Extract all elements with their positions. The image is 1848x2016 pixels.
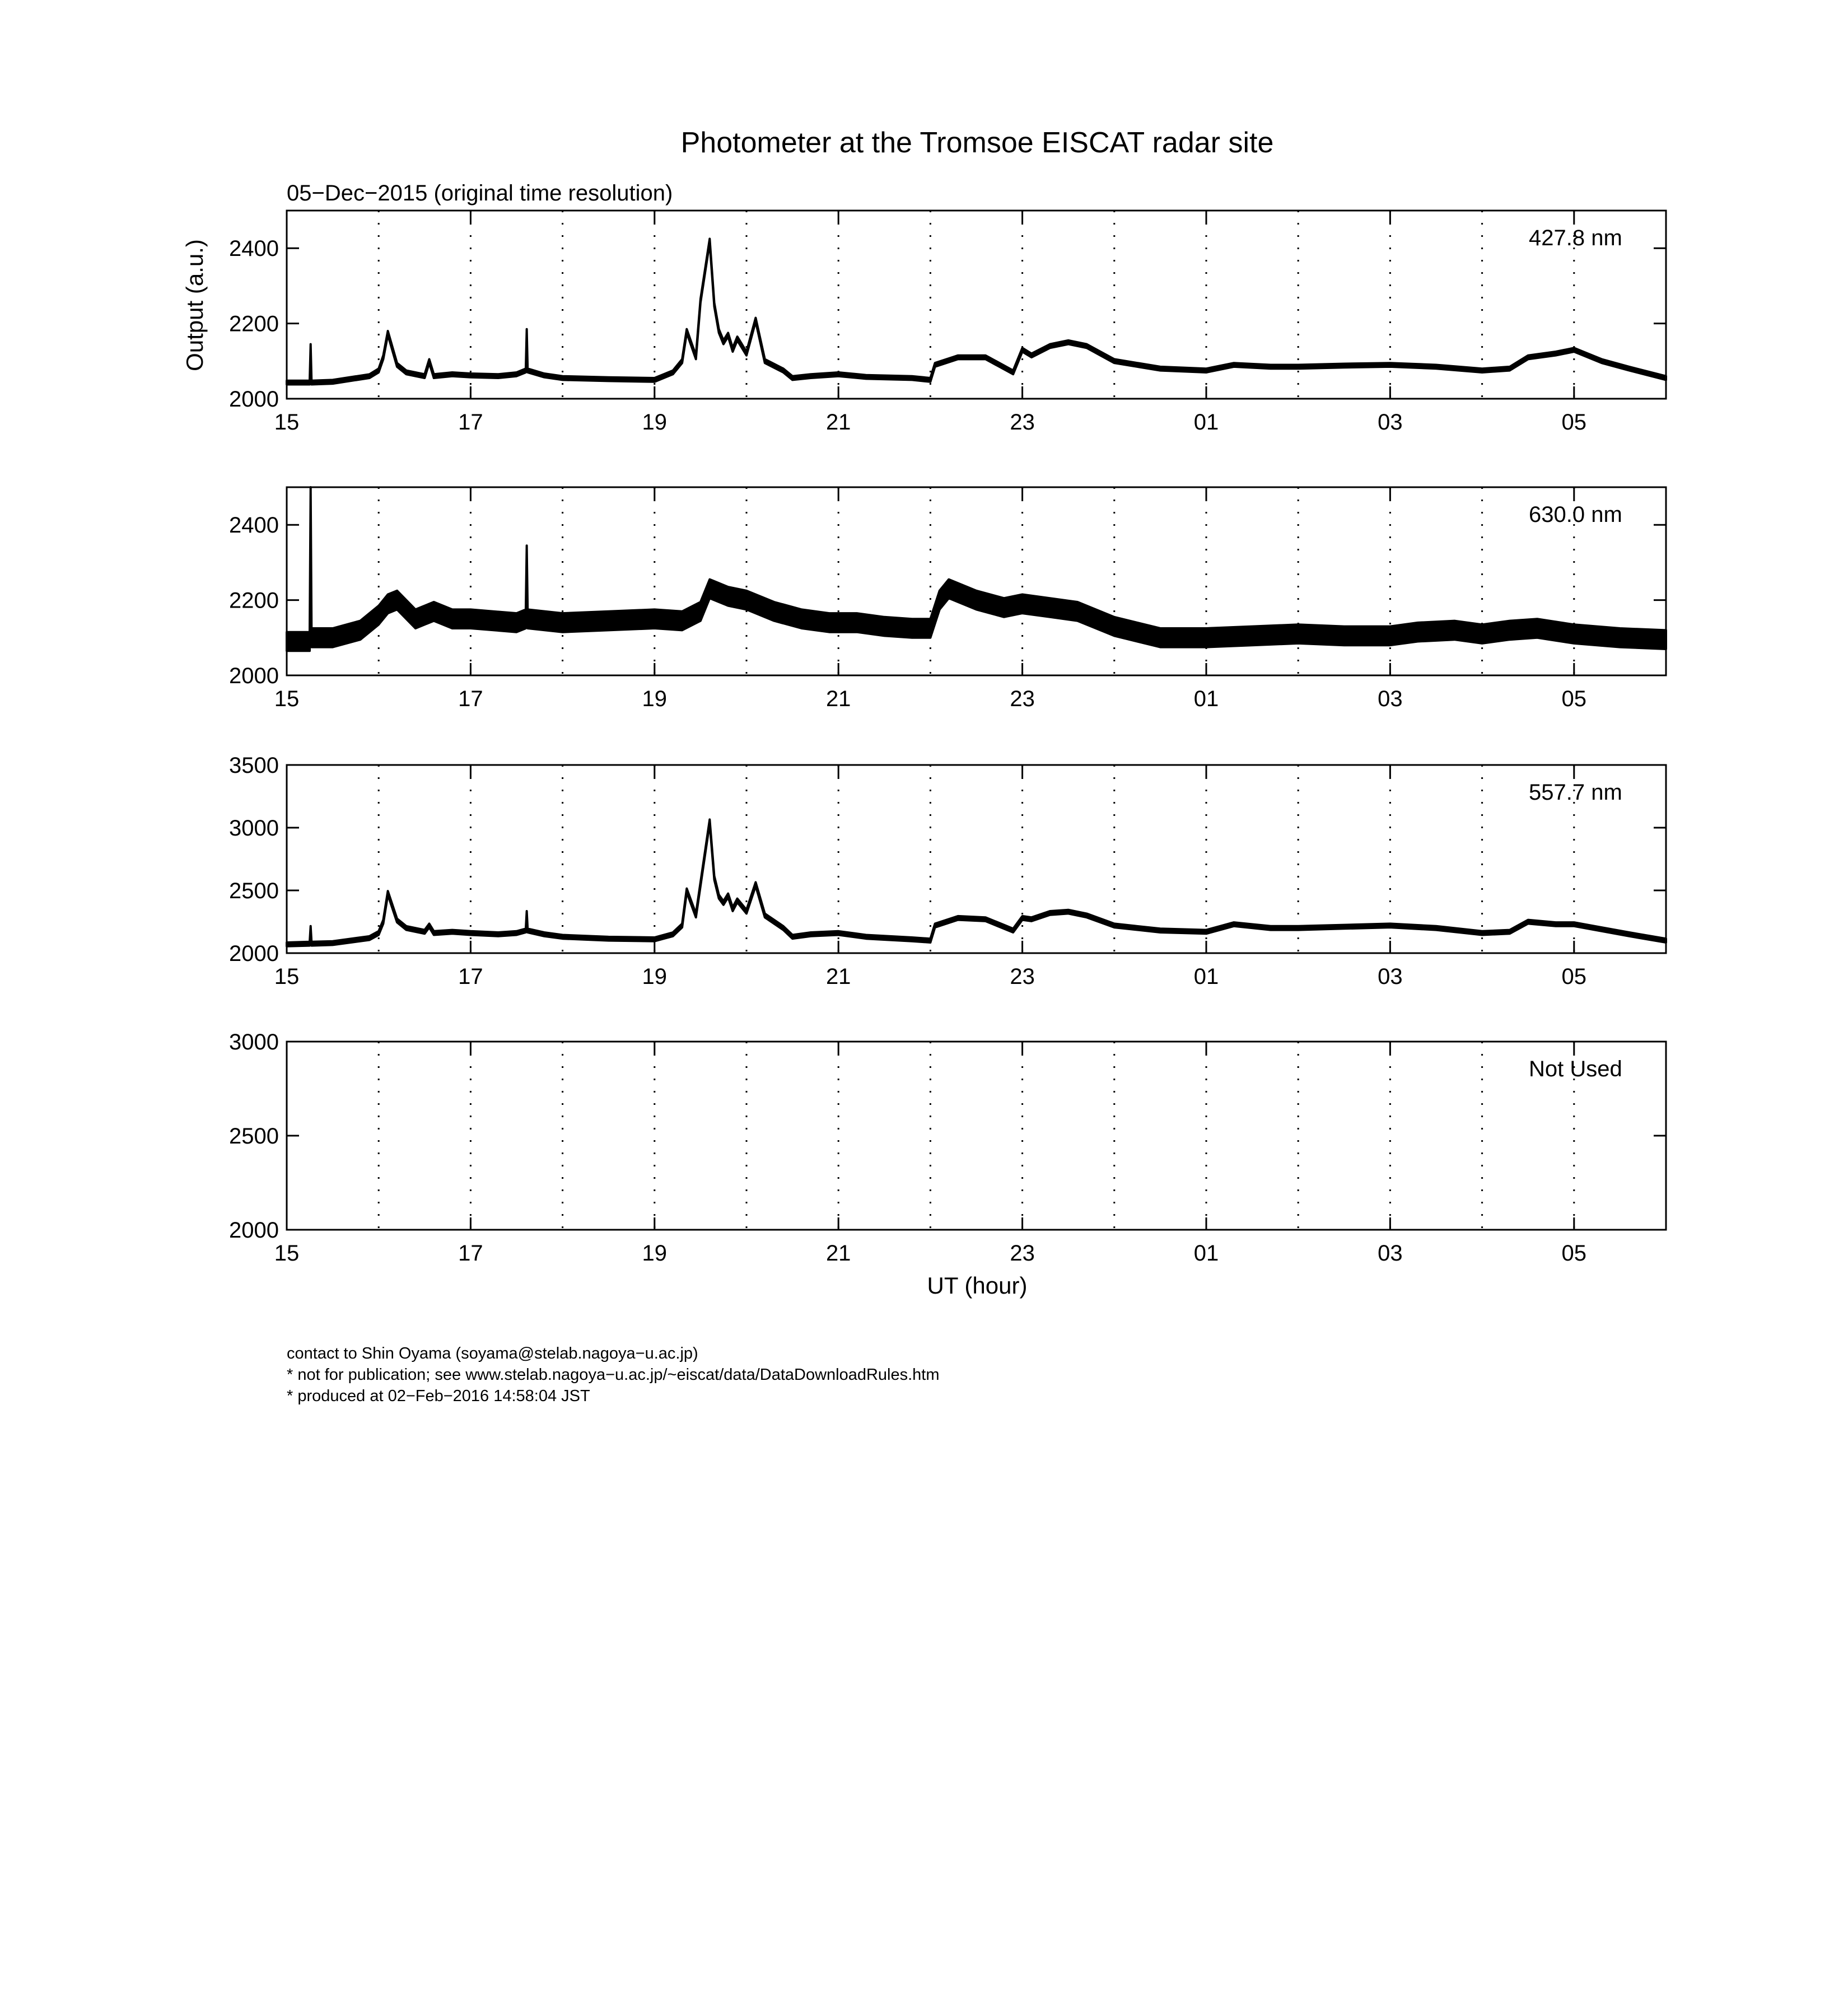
x-tick-label: 19	[642, 964, 668, 989]
x-tick-label: 01	[1193, 1241, 1219, 1266]
panel-427-8nm	[229, 211, 1666, 435]
y-tick-label: 2500	[229, 879, 279, 903]
y-tick-label: 2200	[229, 588, 279, 613]
figure-title: Photometer at the Tromsoe EISCAT radar site	[680, 127, 1274, 159]
panel-630-0nm	[229, 487, 1666, 711]
x-tick-label: 23	[1010, 1241, 1035, 1266]
y-axis-label: Output (a.u.)	[181, 239, 208, 371]
x-tick-label: 23	[1010, 687, 1035, 711]
data-series-630-0nm	[287, 487, 1666, 651]
x-tick-label: 01	[1193, 687, 1219, 711]
x-axis-label: UT (hour)	[927, 1272, 1028, 1299]
x-tick-label: 23	[1010, 410, 1035, 435]
x-tick-label: 21	[825, 1241, 851, 1266]
y-tick-label: 2200	[229, 311, 279, 337]
panel-label: 427.8 nm	[1529, 226, 1622, 250]
data-series-557-7nm	[287, 819, 1666, 946]
x-tick-label: 19	[642, 687, 668, 711]
x-tick-label: 15	[274, 964, 300, 989]
y-tick-label: 3000	[229, 816, 279, 841]
y-tick-label: 2400	[229, 236, 279, 262]
data-series-427-8nm	[287, 239, 1666, 384]
x-tick-label: 15	[274, 1241, 300, 1266]
y-tick-label: 2000	[229, 941, 279, 966]
y-tick-label: 2000	[229, 387, 279, 412]
y-tick-label: 2500	[229, 1124, 279, 1149]
x-tick-label: 17	[458, 410, 483, 435]
panel-label: 557.7 nm	[1529, 780, 1622, 805]
y-tick-label: 3500	[229, 753, 279, 778]
x-tick-label: 01	[1193, 964, 1219, 989]
x-tick-label: 17	[458, 964, 483, 989]
x-tick-label: 05	[1561, 687, 1587, 711]
x-tick-label: 05	[1561, 1241, 1587, 1266]
x-tick-label: 03	[1378, 1241, 1403, 1266]
panel-not-used	[229, 1030, 1666, 1266]
x-tick-label: 21	[825, 687, 851, 711]
y-tick-label: 2000	[229, 1218, 279, 1243]
panel-label: 630.0 nm	[1529, 502, 1622, 527]
panel-label: Not Used	[1529, 1057, 1622, 1081]
x-tick-label: 03	[1378, 964, 1403, 989]
x-tick-label: 03	[1378, 687, 1403, 711]
x-tick-label: 19	[642, 1241, 668, 1266]
x-tick-label: 23	[1010, 964, 1035, 989]
x-tick-label: 17	[458, 1241, 483, 1266]
x-tick-label: 21	[825, 964, 851, 989]
x-tick-label: 15	[274, 410, 300, 435]
footer-notes	[287, 1343, 940, 1407]
y-tick-label: 2000	[229, 664, 279, 688]
figure-subtitle: 05−Dec−2015 (original time resolution)	[287, 181, 673, 206]
x-tick-label: 05	[1561, 410, 1587, 435]
x-tick-label: 17	[458, 687, 483, 711]
axes-box	[287, 487, 1666, 675]
axes-box	[287, 1042, 1666, 1230]
y-tick-label: 2400	[229, 513, 279, 538]
x-tick-label: 19	[642, 410, 668, 435]
y-tick-label: 3000	[229, 1030, 279, 1054]
x-tick-label: 01	[1193, 410, 1219, 435]
panels	[229, 211, 1666, 1266]
footer-produced-timestamp: * produced at 02−Feb−2016 14:58:04 JST	[287, 1387, 590, 1405]
panel-557-7nm	[229, 753, 1666, 989]
x-tick-label: 03	[1378, 410, 1403, 435]
x-tick-label: 15	[274, 687, 300, 711]
x-tick-label: 05	[1561, 964, 1587, 989]
footer-contact: contact to Shin Oyama (soyama@stelab.nagoya−u.ac.jp)	[287, 1345, 698, 1362]
x-tick-label: 21	[825, 410, 851, 435]
axes-box	[287, 765, 1666, 953]
footer-publication-note: * not for publication; see www.stelab.nagoya−u.ac.jp/~eiscat/data/DataDownloadRules.htm	[287, 1366, 940, 1384]
